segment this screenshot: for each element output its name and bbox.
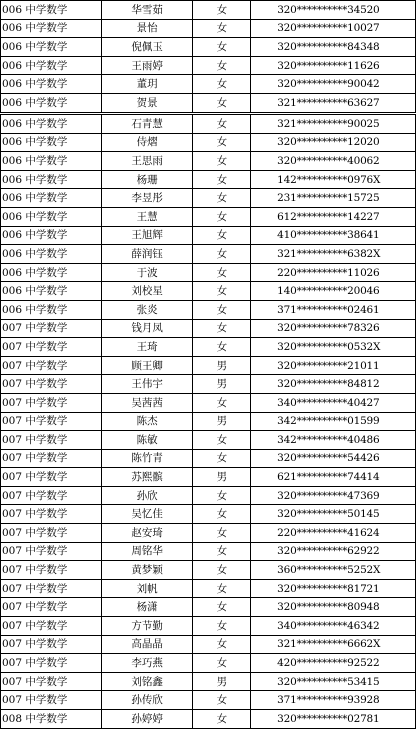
table-row [1, 635, 416, 654]
gender-cell: 女 [193, 524, 251, 543]
id-number-cell: 371**********02461 [251, 300, 416, 319]
table-row [1, 226, 416, 245]
gender-cell: 女 [193, 654, 251, 673]
subject-cell: 007 中学数学 [1, 524, 102, 543]
gender-cell: 女 [193, 431, 251, 450]
gender-cell: 女 [193, 263, 251, 282]
table-row [1, 245, 416, 264]
id-number-cell: 321**********90025 [251, 115, 416, 134]
table-row [1, 207, 416, 226]
gender-cell: 女 [193, 598, 251, 617]
table-row [1, 93, 416, 112]
name-cell: 吴忆佳 [101, 505, 193, 524]
table-row [1, 561, 416, 580]
subject-cell: 006 中学数学 [1, 245, 102, 264]
table-row [1, 598, 416, 617]
table-row [1, 393, 416, 412]
table-row [1, 468, 416, 487]
table-row [1, 431, 416, 450]
table-row [1, 524, 416, 543]
name-cell: 王伟宇 [101, 375, 193, 394]
subject-cell: 007 中学数学 [1, 598, 102, 617]
id-number-cell: 621**********74414 [251, 468, 416, 487]
roster-table-top [0, 0, 416, 113]
subject-cell: 007 中学数学 [1, 319, 102, 338]
name-cell: 苏熙髌 [101, 468, 193, 487]
roster-table-bottom [0, 114, 416, 729]
id-number-cell: 320**********40062 [251, 152, 416, 171]
name-cell: 倪佩玉 [101, 38, 193, 57]
subject-cell: 006 中学数学 [1, 207, 102, 226]
gender-cell: 女 [193, 449, 251, 468]
name-cell: 陈杰 [101, 412, 193, 431]
id-number-cell: 231**********15725 [251, 189, 416, 208]
table-row [1, 300, 416, 319]
id-number-cell: 320**********47369 [251, 486, 416, 505]
table-row [1, 579, 416, 598]
id-number-cell: 320**********10027 [251, 19, 416, 38]
name-cell: 王慧 [101, 207, 193, 226]
gender-cell: 男 [193, 468, 251, 487]
name-cell: 张炎 [101, 300, 193, 319]
name-cell: 李昱彤 [101, 189, 193, 208]
table-row [1, 152, 416, 171]
id-number-cell: 342**********40486 [251, 431, 416, 450]
id-number-cell: 321**********6662X [251, 635, 416, 654]
subject-cell: 006 中学数学 [1, 115, 102, 134]
table-row [1, 115, 416, 134]
gender-cell: 女 [193, 56, 251, 75]
id-number-cell: 340**********46342 [251, 617, 416, 636]
name-cell: 吴茜茜 [101, 393, 193, 412]
gender-cell: 女 [193, 393, 251, 412]
name-cell: 华雪茹 [101, 1, 193, 20]
table-row [1, 133, 416, 152]
gender-cell: 男 [193, 375, 251, 394]
gender-cell: 女 [193, 38, 251, 57]
subject-cell: 007 中学数学 [1, 375, 102, 394]
subject-cell: 006 中学数学 [1, 133, 102, 152]
id-number-cell: 371**********93928 [251, 691, 416, 710]
table-row [1, 542, 416, 561]
gender-cell: 女 [193, 245, 251, 264]
name-cell: 王雨婷 [101, 56, 193, 75]
id-number-cell: 320**********11626 [251, 56, 416, 75]
subject-cell: 006 中学数学 [1, 75, 102, 94]
name-cell: 黄梦颖 [101, 561, 193, 580]
name-cell: 孙传欣 [101, 691, 193, 710]
gender-cell: 女 [193, 505, 251, 524]
subject-cell: 006 中学数学 [1, 38, 102, 57]
gender-cell: 女 [193, 635, 251, 654]
subject-cell: 007 中学数学 [1, 579, 102, 598]
table-row [1, 672, 416, 691]
id-number-cell: 320**********02781 [251, 710, 416, 729]
table-row [1, 38, 416, 57]
id-number-cell: 321**********6382X [251, 245, 416, 264]
id-number-cell: 410**********38641 [251, 226, 416, 245]
gender-cell: 女 [193, 207, 251, 226]
gender-cell: 女 [193, 93, 251, 112]
table-row [1, 412, 416, 431]
gender-cell: 女 [193, 710, 251, 729]
subject-cell: 006 中学数学 [1, 56, 102, 75]
gender-cell: 女 [193, 579, 251, 598]
gender-cell: 女 [193, 115, 251, 134]
name-cell: 顾王卿 [101, 356, 193, 375]
id-number-cell: 320**********84348 [251, 38, 416, 57]
gender-cell: 女 [193, 282, 251, 301]
table-row [1, 356, 416, 375]
id-number-cell: 320**********90042 [251, 75, 416, 94]
name-cell: 于波 [101, 263, 193, 282]
name-cell: 景怡 [101, 19, 193, 38]
gender-cell: 女 [193, 1, 251, 20]
gender-cell: 女 [193, 226, 251, 245]
gender-cell: 女 [193, 617, 251, 636]
name-cell: 赵安琦 [101, 524, 193, 543]
subject-cell: 007 中学数学 [1, 635, 102, 654]
id-number-cell: 320**********62922 [251, 542, 416, 561]
id-number-cell: 320**********54426 [251, 449, 416, 468]
name-cell: 杨珊 [101, 170, 193, 189]
subject-cell: 006 中学数学 [1, 300, 102, 319]
table-row [1, 617, 416, 636]
id-number-cell: 320**********34520 [251, 1, 416, 20]
name-cell: 刘铭鑫 [101, 672, 193, 691]
subject-cell: 007 中学数学 [1, 561, 102, 580]
table-row [1, 75, 416, 94]
name-cell: 石青慧 [101, 115, 193, 134]
name-cell: 高晶晶 [101, 635, 193, 654]
subject-cell: 007 中学数学 [1, 412, 102, 431]
subject-cell: 006 中学数学 [1, 152, 102, 171]
table-row [1, 319, 416, 338]
gender-cell: 女 [193, 152, 251, 171]
gender-cell: 女 [193, 300, 251, 319]
name-cell: 王思雨 [101, 152, 193, 171]
id-number-cell: 360**********5252X [251, 561, 416, 580]
name-cell: 方节勤 [101, 617, 193, 636]
id-number-cell: 320**********78326 [251, 319, 416, 338]
subject-cell: 006 中学数学 [1, 19, 102, 38]
table-row [1, 263, 416, 282]
id-number-cell: 220**********41624 [251, 524, 416, 543]
subject-cell: 007 中学数学 [1, 338, 102, 357]
name-cell: 董玥 [101, 75, 193, 94]
subject-cell: 007 中学数学 [1, 691, 102, 710]
subject-cell: 006 中学数学 [1, 93, 102, 112]
gender-cell: 女 [193, 561, 251, 580]
name-cell: 周铭华 [101, 542, 193, 561]
gender-cell: 女 [193, 75, 251, 94]
subject-cell: 007 中学数学 [1, 654, 102, 673]
subject-cell: 007 中学数学 [1, 468, 102, 487]
name-cell: 李巧燕 [101, 654, 193, 673]
id-number-cell: 320**********81721 [251, 579, 416, 598]
name-cell: 刘校星 [101, 282, 193, 301]
subject-cell: 006 中学数学 [1, 263, 102, 282]
id-number-cell: 140**********20046 [251, 282, 416, 301]
subject-cell: 006 中学数学 [1, 1, 102, 20]
subject-cell: 007 中学数学 [1, 393, 102, 412]
name-cell: 孙婷婷 [101, 710, 193, 729]
subject-cell: 007 中学数学 [1, 356, 102, 375]
name-cell: 钱月凤 [101, 319, 193, 338]
gender-cell: 男 [193, 356, 251, 375]
table-row [1, 505, 416, 524]
name-cell: 陈竹青 [101, 449, 193, 468]
gender-cell: 女 [193, 19, 251, 38]
name-cell: 陈敏 [101, 431, 193, 450]
subject-cell: 007 中学数学 [1, 672, 102, 691]
id-number-cell: 340**********40427 [251, 393, 416, 412]
id-number-cell: 320**********12020 [251, 133, 416, 152]
id-number-cell: 612**********14227 [251, 207, 416, 226]
id-number-cell: 320**********0532X [251, 338, 416, 357]
table-row [1, 486, 416, 505]
subject-cell: 007 中学数学 [1, 542, 102, 561]
subject-cell: 008 中学数学 [1, 710, 102, 729]
gender-cell: 女 [193, 338, 251, 357]
subject-cell: 007 中学数学 [1, 505, 102, 524]
table-row [1, 170, 416, 189]
id-number-cell: 142**********0976X [251, 170, 416, 189]
id-number-cell: 420**********92522 [251, 654, 416, 673]
id-number-cell: 320**********50145 [251, 505, 416, 524]
subject-cell: 006 中学数学 [1, 170, 102, 189]
gender-cell: 女 [193, 189, 251, 208]
gender-cell: 男 [193, 672, 251, 691]
id-number-cell: 320**********53415 [251, 672, 416, 691]
name-cell: 王旭辉 [101, 226, 193, 245]
id-number-cell: 320**********21011 [251, 356, 416, 375]
name-cell: 贺景 [101, 93, 193, 112]
name-cell: 薛润钰 [101, 245, 193, 264]
gender-cell: 女 [193, 542, 251, 561]
gender-cell: 女 [193, 691, 251, 710]
subject-cell: 006 中学数学 [1, 282, 102, 301]
name-cell: 侍熠 [101, 133, 193, 152]
id-number-cell: 220**********11026 [251, 263, 416, 282]
gender-cell: 女 [193, 486, 251, 505]
subject-cell: 007 中学数学 [1, 486, 102, 505]
table-row [1, 1, 416, 20]
table-row [1, 338, 416, 357]
gender-cell: 女 [193, 133, 251, 152]
table-row [1, 654, 416, 673]
name-cell: 杨潇 [101, 598, 193, 617]
name-cell: 孙欣 [101, 486, 193, 505]
table-row [1, 56, 416, 75]
id-number-cell: 342**********01599 [251, 412, 416, 431]
subject-cell: 007 中学数学 [1, 431, 102, 450]
subject-cell: 007 中学数学 [1, 449, 102, 468]
table-row [1, 710, 416, 729]
id-number-cell: 320**********80948 [251, 598, 416, 617]
table-row [1, 282, 416, 301]
id-number-cell: 320**********84812 [251, 375, 416, 394]
gender-cell: 男 [193, 412, 251, 431]
roster-body-top [1, 1, 416, 113]
table-row [1, 189, 416, 208]
gender-cell: 女 [193, 319, 251, 338]
table-row [1, 449, 416, 468]
subject-cell: 006 中学数学 [1, 226, 102, 245]
name-cell: 刘帆 [101, 579, 193, 598]
gender-cell: 女 [193, 170, 251, 189]
subject-cell: 006 中学数学 [1, 189, 102, 208]
id-number-cell: 321**********63627 [251, 93, 416, 112]
table-row [1, 691, 416, 710]
table-row [1, 375, 416, 394]
roster-body-bottom [1, 115, 416, 729]
table-row [1, 19, 416, 38]
name-cell: 王琦 [101, 338, 193, 357]
subject-cell: 007 中学数学 [1, 617, 102, 636]
